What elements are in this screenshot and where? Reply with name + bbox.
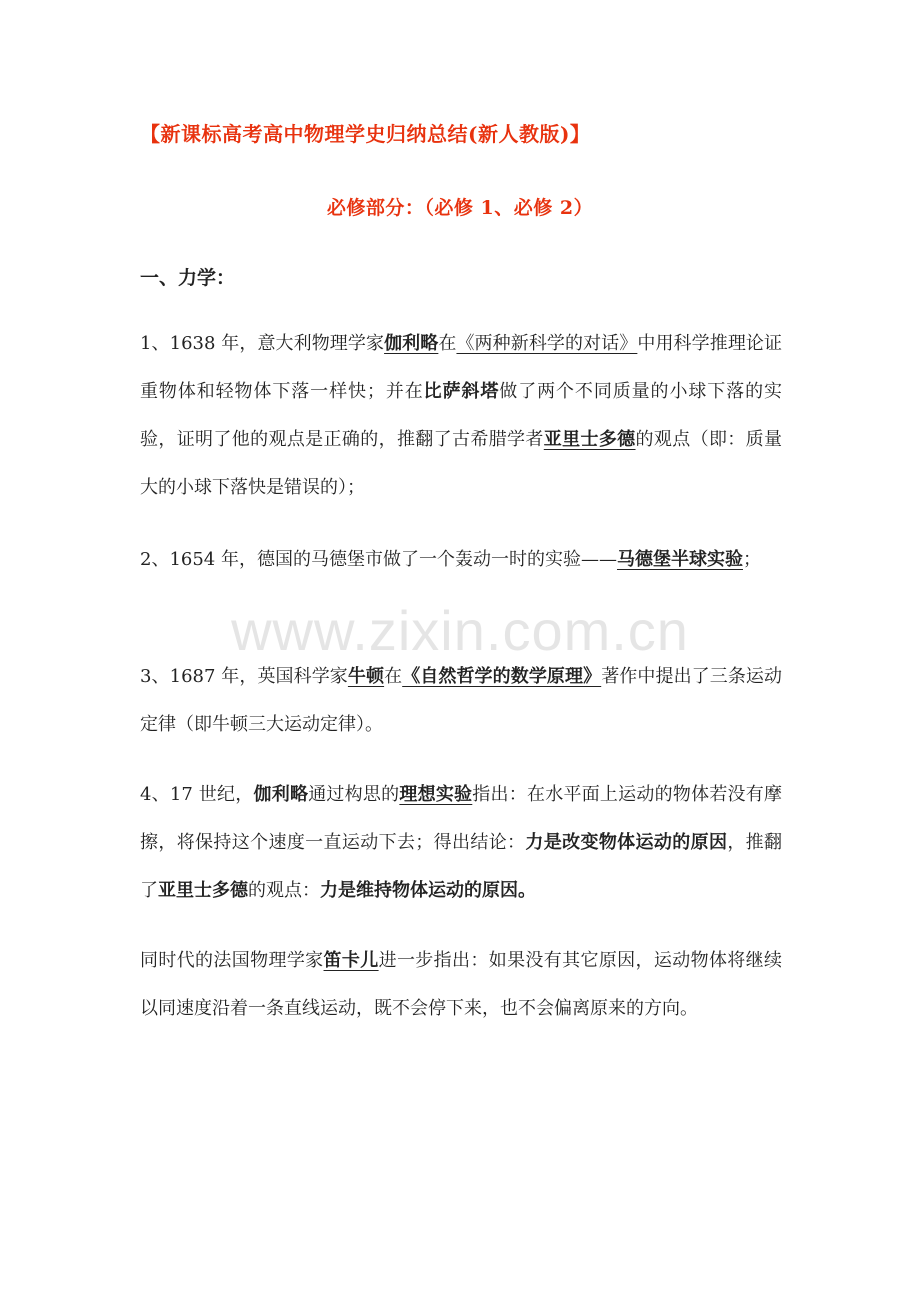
p4-text-b: 通过构思的 [308, 784, 400, 805]
name-galileo-2: 伽利略 [253, 784, 309, 805]
paragraph-1 [140, 320, 782, 512]
p1-text-a: 1、1638 年，意大利物理学家 [140, 333, 385, 354]
p4-text-e: 的观点： [248, 880, 320, 901]
paragraph-3 [140, 653, 782, 749]
document-title: 【新课标高考高中物理学史归纳总结(新人教版)】 [140, 122, 591, 146]
name-aristotle: 亚里士多德 [543, 429, 636, 450]
p5-text-a: 同时代的法国物理学家 [140, 950, 324, 971]
p3-text-a: 3、1687 年，英国科学家 [140, 666, 348, 687]
p5-text-b: 进一步指出：如果没有其它原因，运动物体将继续以同速度沿着一条直线运动，既不会停下来，也不会偏离原来的方向。 [140, 950, 783, 1019]
book-two-new-sciences: 《两种新科学的对话》 [456, 333, 638, 354]
old-view-force: 力是维持物体运动的原因。 [320, 880, 536, 901]
paragraph-2 [140, 536, 782, 584]
name-galileo: 伽利略 [384, 333, 439, 354]
name-aristotle-2: 亚里士多德 [158, 880, 248, 901]
p2-text-b: ； [742, 549, 761, 570]
name-descartes: 笛卡儿 [323, 950, 379, 971]
p1-text-b: 在 [438, 333, 457, 354]
section-heading-mechanics: 一、力学： [140, 267, 236, 289]
magdeburg-experiment: 马德堡半球实验 [616, 549, 743, 570]
p3-text-b: 在 [384, 666, 403, 687]
p2-text-a: 2、1654 年，德国的马德堡市做了一个轰动一时的实验—— [140, 549, 617, 570]
ideal-experiment: 理想实验 [399, 784, 473, 805]
p1-text-d: 做了两个不同质量的小球下落的实验，证明了他的观点是正确的，推翻了古希腊学者 [140, 381, 783, 450]
document-subtitle: 必修部分：（必修 1、必修 2） [326, 197, 594, 219]
place-pisa-tower: 比萨斜塔 [423, 381, 500, 402]
p3-text-c: 著作中提出了三条运动定律（即牛顿三大运动定律）。 [140, 666, 783, 735]
p4-text-c: 指出：在水平面上运动的物体若没有摩擦，将保持这个速度一直运动下去；得出结论： [140, 784, 783, 853]
p4-text-d: ，推翻了 [140, 832, 783, 901]
p1-text-c: 中用科学推理论证重物体和轻物体下落一样快；并在 [140, 333, 783, 402]
paragraph-5 [140, 937, 782, 1033]
book-principia: 《自然哲学的数学原理》 [402, 666, 602, 687]
name-newton: 牛顿 [347, 666, 385, 687]
p4-text-a: 4、17 世纪， [140, 784, 254, 805]
paragraph-4 [140, 771, 782, 915]
watermark: www.zixin.com.cn [231, 599, 689, 662]
conclusion-force: 力是改变物体运动的原因 [525, 832, 728, 853]
p1-text-e: 的观点（即：质量大的小球下落快是错误的）； [140, 429, 783, 498]
